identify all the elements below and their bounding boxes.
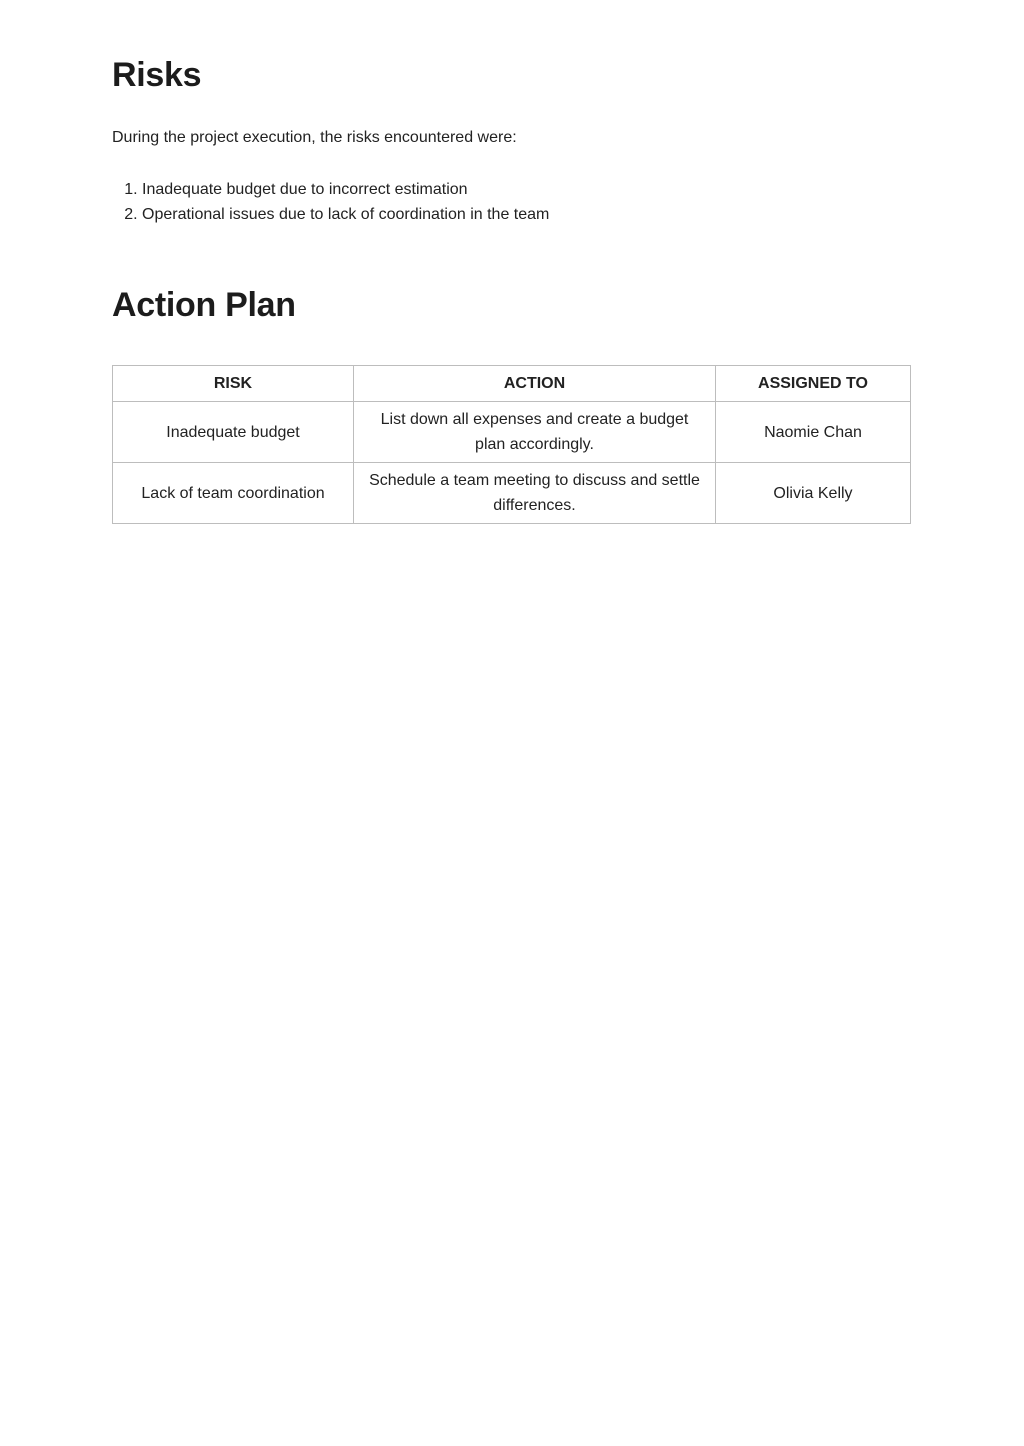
cell-risk: Inadequate budget [113,402,354,463]
table-row [113,402,911,463]
table-header-row [113,366,911,402]
cell-risk: Lack of team coordination [113,463,354,524]
header-action: ACTION [354,366,716,402]
risks-heading: Risks [112,56,202,94]
action-plan-table [112,365,911,524]
risks-list [112,177,549,227]
list-item: 2. Operational issues due to lack of coordination in the team [142,202,549,227]
cell-assigned-to: Olivia Kelly [716,463,911,524]
cell-action: Schedule a team meeting to discuss and settle differences. [354,463,716,524]
header-risk: RISK [113,366,354,402]
header-assigned-to: ASSIGNED TO [716,366,911,402]
table-row [113,463,911,524]
cell-assigned-to: Naomie Chan [716,402,911,463]
action-plan-heading: Action Plan [112,286,296,324]
cell-action: List down all expenses and create a budget plan accordingly. [354,402,716,463]
list-item: 1. Inadequate budget due to incorrect estimation [142,177,549,202]
risks-intro-text: During the project execution, the risks encountered were: [112,129,517,146]
